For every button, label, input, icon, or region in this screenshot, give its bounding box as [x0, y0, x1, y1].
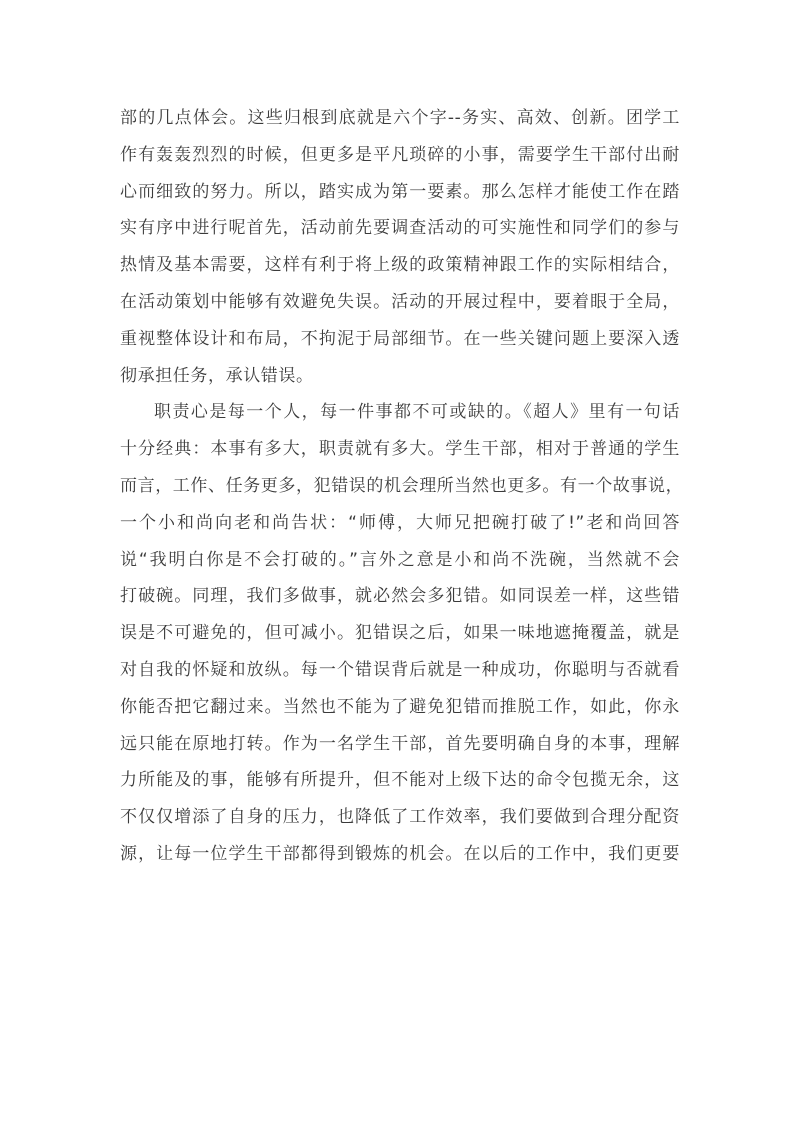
- text-line: 打破碗。同理，我们多做事，就必然会多犯错。如同误差一样，这些错: [120, 586, 680, 607]
- text-line: 源，让每一位学生干部都得到锻炼的机会。在以后的工作中，我们更要: [120, 843, 680, 864]
- text-line: 说“我明白你是不会打破的。”言外之意是小和尚不洗碗，当然就不会: [120, 549, 680, 570]
- text-line: 职责心是每一个人，每一件事都不可或缺的。《超人》里有一句话: [154, 402, 680, 423]
- text-line: 实有序中进行呢首先，活动前先要调查活动的可实施性和同学们的参与: [120, 218, 680, 239]
- text-line: 远只能在原地打转。作为一名学生干部，首先要明确自身的本事，理解: [120, 733, 680, 754]
- body-text: [120, 100, 684, 873]
- text-line: 心而细致的努力。所以，踏实成为第一要素。那么怎样才能使工作在踏: [120, 181, 680, 202]
- text-line: 一个小和尚向老和尚告状：“师傅，大师兄把碗打破了!”老和尚回答: [120, 512, 680, 533]
- text-line: 不仅仅增添了自身的压力，也降低了工作效率，我们要做到合理分配资: [120, 807, 680, 828]
- text-line: 热情及基本需要，这样有利于将上级的政策精神跟工作的实际相结合，: [120, 255, 680, 276]
- text-line: 你能否把它翻过来。当然也不能为了避免犯错而推脱工作，如此，你永: [120, 696, 680, 717]
- text-line: 十分经典：本事有多大，职责就有多大。学生干部，相对于普通的学生: [120, 439, 680, 460]
- text-line: 而言，工作、任务更多，犯错误的机会理所当然也更多。有一个故事说，: [120, 475, 684, 496]
- text-line: 误是不可避免的，但可减小。犯错误之后，如果一味地遮掩覆盖，就是: [120, 623, 680, 644]
- text-line: 在活动策划中能够有效避免失误。活动的开展过程中，要着眼于全局，: [120, 291, 680, 312]
- text-line: 对自我的怀疑和放纵。每一个错误背后就是一种成功，你聪明与否就看: [120, 659, 680, 680]
- text-line: 力所能及的事，能够有所提升，但不能对上级下达的命令包揽无余，这: [120, 770, 680, 791]
- text-line: 彻承担任务，承认错误。: [120, 365, 314, 386]
- text-line: 作有轰轰烈烈的时候，但更多是平凡琐碎的小事，需要学生干部付出耐: [120, 144, 680, 165]
- text-line: 部的几点体会。这些归根到底就是六个字--务实、高效、创新。团学工: [120, 108, 680, 128]
- text-line: 重视整体设计和布局，不拘泥于局部细节。在一些关键问题上要深入透: [120, 328, 680, 349]
